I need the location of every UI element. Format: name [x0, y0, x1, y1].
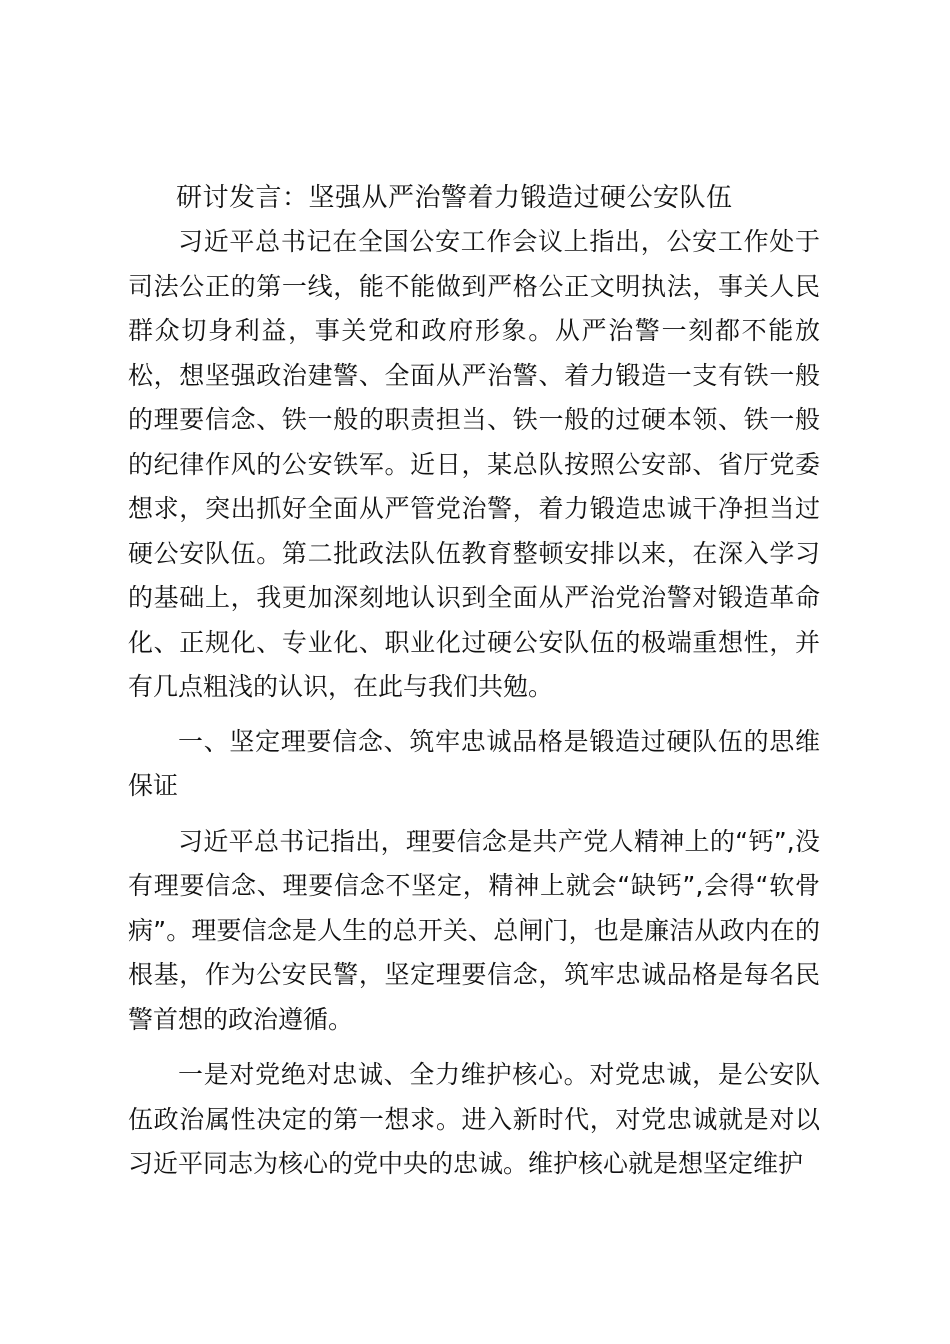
- document-title: 研讨发言：坚强从严治警着力锻造过硬公安队伍: [176, 183, 733, 213]
- document-body: [128, 176, 820, 1187]
- paragraph-section-1: 习近平总书记指出，理要信念是共产党人精神上的“钙”,没有理要信念、理要信念不坚定，精神上就会“缺钙”,会得“软骨病”。理要信念是人生的总开关、总闸门，也是廉洁从政内在的根基，作为公安民警，坚定理要信念，筑牢忠诚品格是每名民警首想的政治遵循。: [128, 826, 820, 1034]
- section-heading-1: 一、坚定理要信念、筑牢忠诚品格是锻造过硬队伍的思维保证: [128, 726, 820, 800]
- paragraph-intro: 习近平总书记在全国公安工作会议上指出，公安工作处于司法公正的第一线，能不能做到严格公正文明执法，事关人民群众切身利益，事关党和政府形象。从严治警一刻都不能放松，想坚强政治建警、全面从严治警、着力锻造一支有铁一般的理要信念、铁一般的职责担当、铁一般的过硬本领、铁一般的纪律作风的公安铁军。近日，某总队按照公安部、省厅党委想求，突出抓好全面从严管党治警，着力锻造忠诚干净担当过硬公安队伍。第二批政法队伍教育整顿安排以来，在深入学习的基础上，我更加深刻地认识到全面从严治党治警对锻造革命化、正规化、专业化、职业化过硬公安队伍的极端重想性，并有几点粗浅的认识，在此与我们共勉。: [128, 227, 820, 701]
- paragraph-point-1: 一是对党绝对忠诚、全力维护核心。对党忠诚，是公安队伍政治属性决定的第一想求。进入新时代，对党忠诚就是对以习近平同志为核心的党中央的忠诚。维护核心就是想坚定维护: [128, 1060, 820, 1178]
